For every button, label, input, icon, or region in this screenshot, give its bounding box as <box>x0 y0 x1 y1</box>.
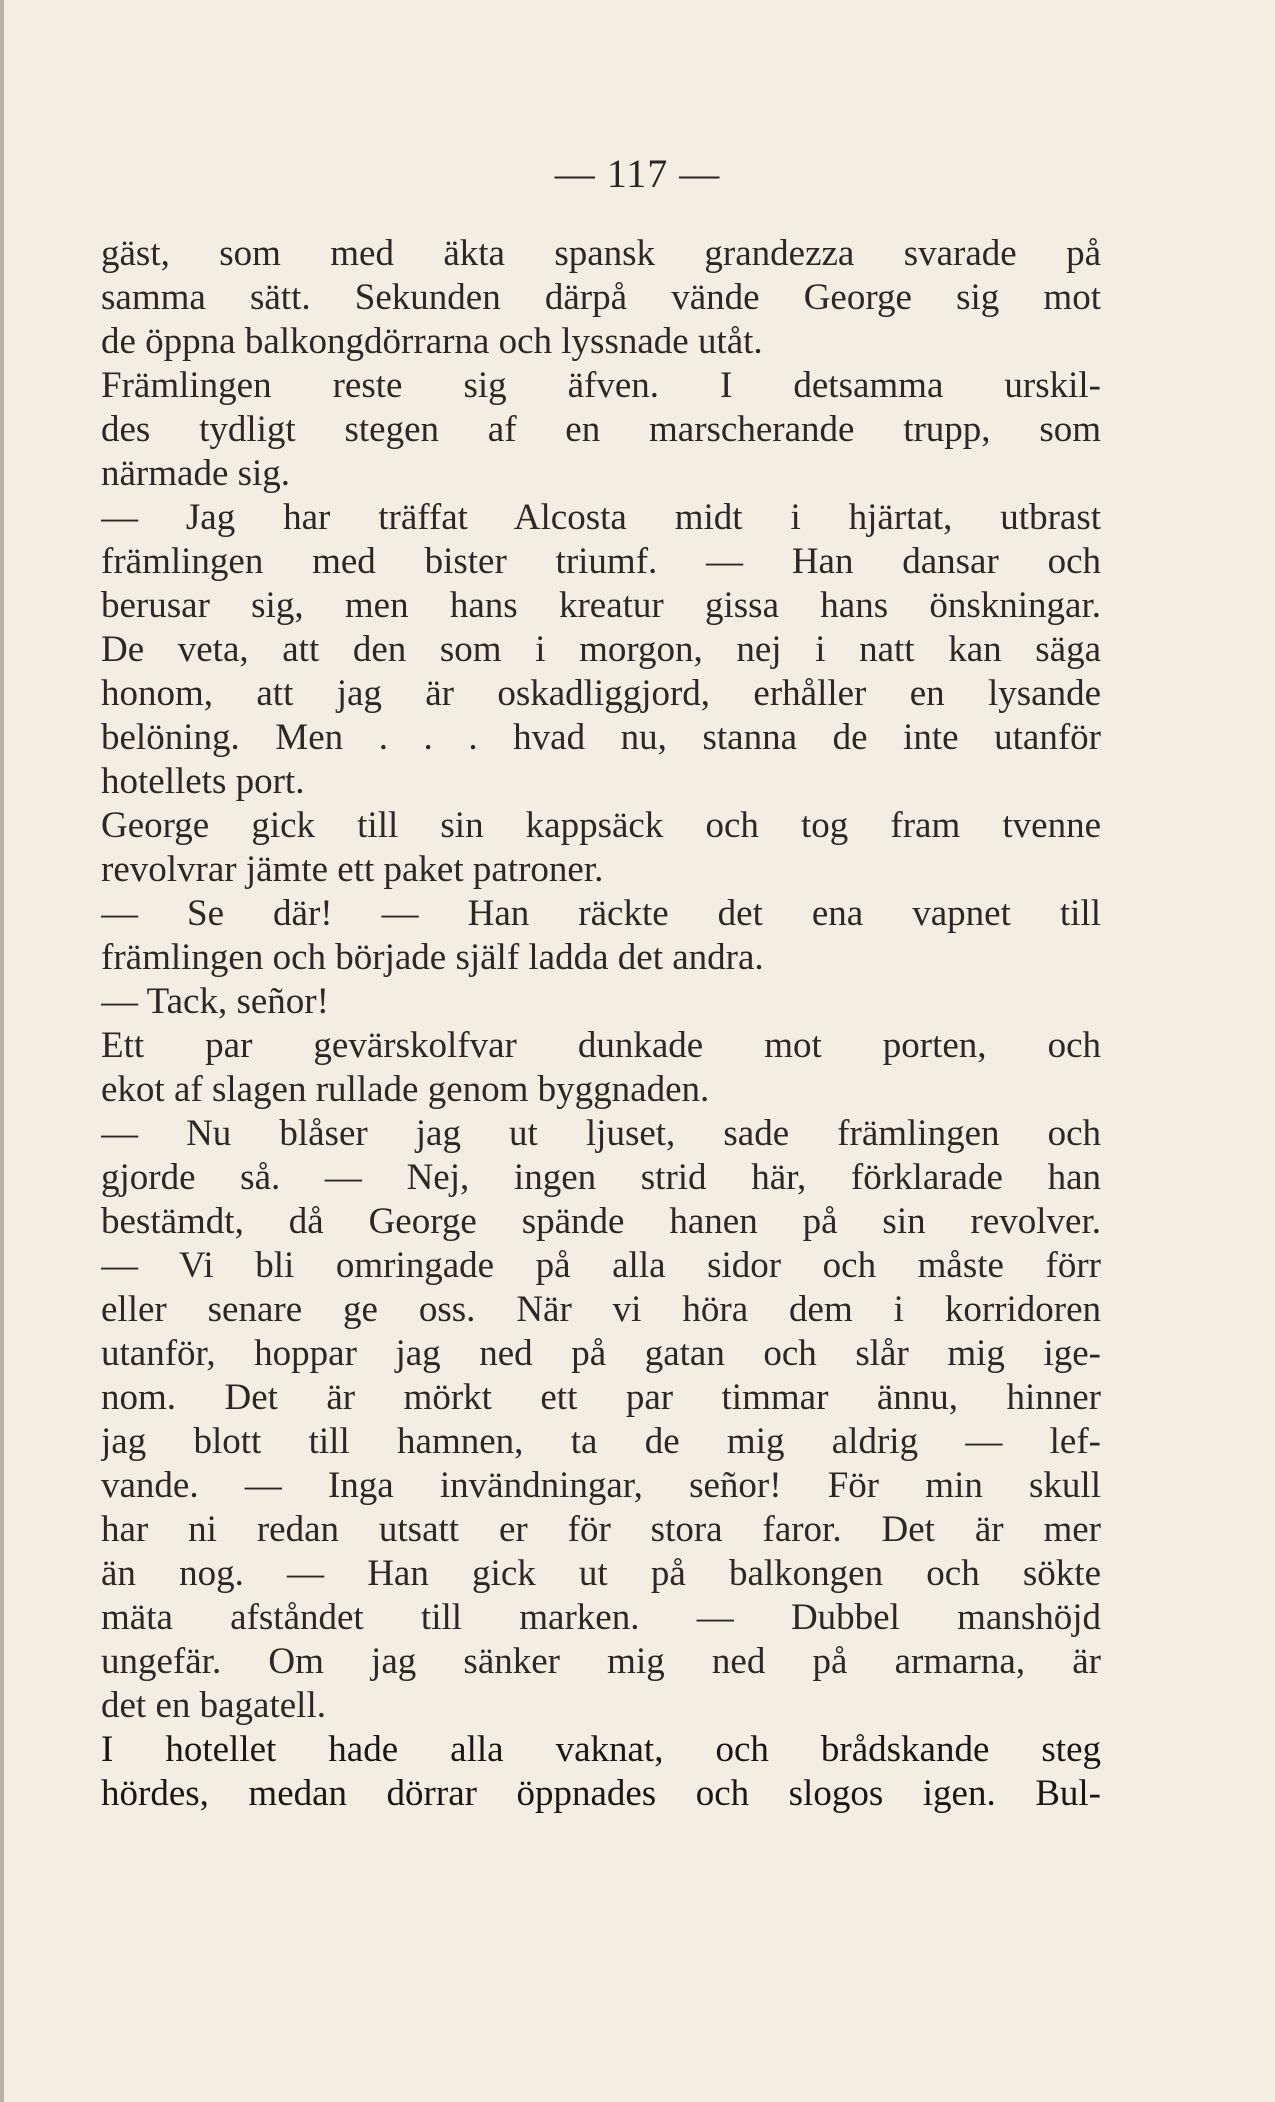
text-line: har ni redan utsatt er för stora faror. Det är mer <box>101 1509 1101 1550</box>
text-line: nom. Det är mörkt ett par timmar ännu, hinner <box>101 1377 1101 1418</box>
text-line: vande. — Inga invändningar, señor! För min skull <box>101 1465 1101 1506</box>
text-line: bestämdt, då George spände hanen på sin revolver. <box>101 1201 1101 1242</box>
text-line: — Nu blåser jag ut ljuset, sade främlingen och <box>101 1113 1101 1154</box>
text-line: Ett par gevärskolfvar dunkade mot porten, och <box>101 1025 1101 1066</box>
text-line: hördes, medan dörrar öppnades och slogos igen. Bul- <box>101 1773 1101 1814</box>
text-line: det en bagatell. <box>101 1685 326 1726</box>
text-line: des tydligt stegen af en marscherande trupp, som <box>101 409 1101 450</box>
text-line: George gick till sin kappsäck och tog fram tvenne <box>101 805 1101 846</box>
text-line: gjorde så. — Nej, ingen strid här, förklarade han <box>101 1157 1101 1198</box>
text-line: Främlingen reste sig äfven. I detsamma urskil- <box>101 365 1101 406</box>
text-line: hotellets port. <box>101 761 305 802</box>
text-line: — Jag har träffat Alcosta midt i hjärtat, utbrast <box>101 497 1101 538</box>
text-line: jag blott till hamnen, ta de mig aldrig — lef- <box>101 1421 1101 1462</box>
text-line: närmade sig. <box>101 453 291 494</box>
body-text <box>101 232 1101 1816</box>
text-line: än nog. — Han gick ut på balkongen och sökte <box>101 1553 1101 1594</box>
text-line: utanför, hoppar jag ned på gatan och slår mig ige- <box>101 1333 1101 1374</box>
text-line: — Tack, señor! <box>101 981 329 1022</box>
text-line: de öppna balkongdörrarna och lyssnade utåt. <box>101 321 763 362</box>
text-line: honom, att jag är oskadliggjord, erhåller en lysande <box>101 673 1101 714</box>
page-number: — 117 — <box>554 151 721 196</box>
page-edge-shadow <box>0 0 4 2102</box>
text-line: belöning. Men . . . hvad nu, stanna de inte utanför <box>101 717 1101 758</box>
text-line: ekot af slagen rullade genom byggnaden. <box>101 1069 710 1110</box>
text-line: mäta afståndet till marken. — Dubbel manshöjd <box>101 1597 1101 1638</box>
text-line: samma sätt. Sekunden därpå vände George sig mot <box>101 277 1101 318</box>
text-line: främlingen och började själf ladda det andra. <box>101 937 764 978</box>
text-line: eller senare ge oss. När vi höra dem i korridoren <box>101 1289 1101 1330</box>
text-line: ungefär. Om jag sänker mig ned på armarna, är <box>101 1641 1101 1682</box>
text-line: — Vi bli omringade på alla sidor och måste förr <box>101 1245 1101 1286</box>
text-line: De veta, att den som i morgon, nej i natt kan säga <box>101 629 1101 670</box>
text-line: gäst, som med äkta spansk grandezza svarade på <box>101 233 1101 274</box>
text-line: revolvrar jämte ett paket patroner. <box>101 849 604 890</box>
text-line: — Se där! — Han räckte det ena vapnet till <box>101 893 1101 934</box>
text-line: främlingen med bister triumf. — Han dansar och <box>101 541 1101 582</box>
text-line: I hotellet hade alla vaknat, och brådskande steg <box>101 1729 1101 1770</box>
text-line: berusar sig, men hans kreatur gissa hans önskningar. <box>101 585 1101 626</box>
